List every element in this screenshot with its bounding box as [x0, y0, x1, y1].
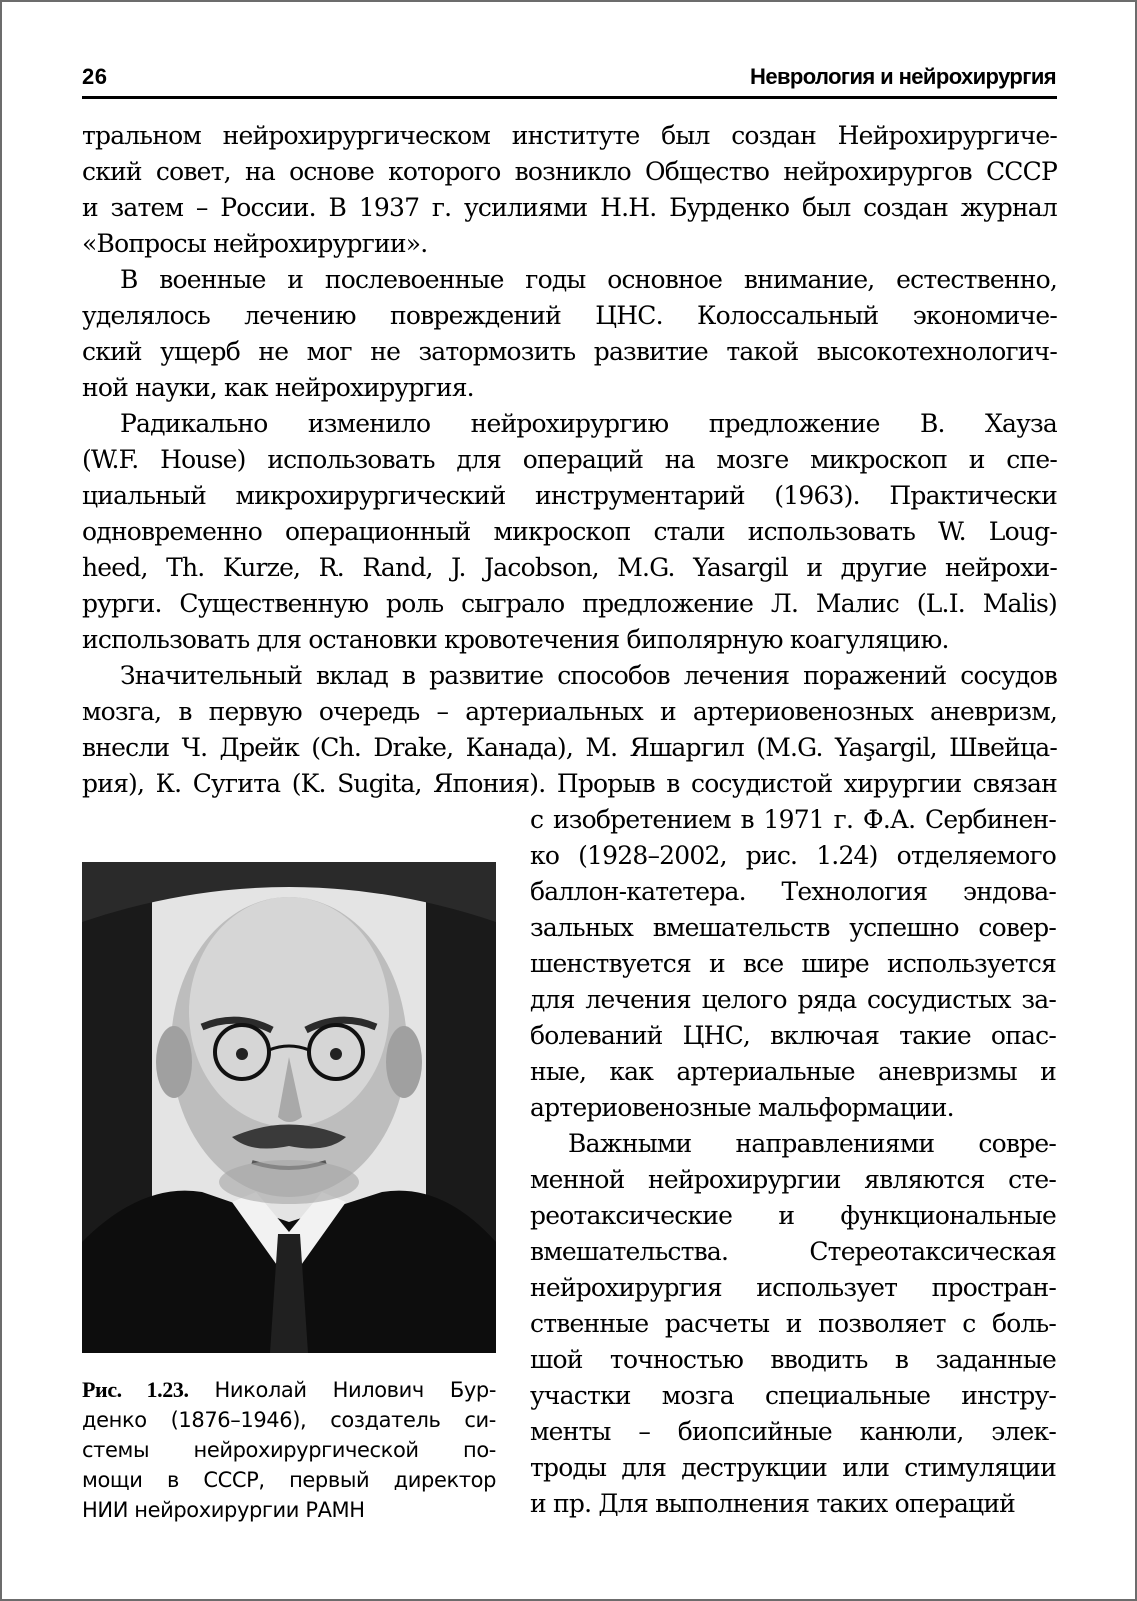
text-line: участки мозга специальные инстру-: [530, 1381, 1056, 1410]
text-line: реотаксические и функциональные: [530, 1201, 1056, 1230]
text-line: вмешательства. Стереотаксическая: [530, 1237, 1056, 1266]
text-line: зальных вмешательств успешно совер-: [530, 913, 1056, 942]
text-line: Важными направлениями совре-: [568, 1129, 1056, 1158]
text-line: «Вопросы нейрохирургии».: [82, 229, 428, 258]
text-line: нейрохирургия использует простран-: [530, 1273, 1056, 1302]
text-line: (W.F. House) использовать для операций на мозге микроскоп и спе-: [82, 445, 1057, 474]
text-line: одновременно операционный микроскоп стали использовать W. Loug-: [82, 517, 1057, 546]
page-number: 26: [82, 64, 108, 89]
text-line: уделялось лечению повреждений ЦНС. Колоссальный экономиче-: [82, 301, 1057, 330]
caption-line: [82, 1375, 496, 1405]
text-line: для лечения целого ряда сосудистых за-: [530, 985, 1056, 1014]
header-rule: [82, 96, 1057, 99]
text-line: использовать для остановки кровотечения биполярную коагуляцию.: [82, 625, 949, 654]
text-line: шенствуется и все шире используется: [530, 949, 1056, 978]
text-line: шой точностью вводить в заданные: [530, 1345, 1056, 1374]
text-line: В военные и послевоенные годы основное внимание, естественно,: [120, 265, 1057, 294]
text-line: болеваний ЦНС, включая такие опас-: [530, 1021, 1056, 1050]
portrait-photo: [82, 862, 496, 1353]
text-line: тральном нейрохирургическом институте был создан Нейрохирургиче-: [82, 121, 1057, 150]
text-line: менты – биопсийные канюли, элек-: [530, 1417, 1056, 1446]
caption-line: НИИ нейрохирургии РАМН: [82, 1498, 365, 1522]
text-line: троды для деструкции или стимуляции: [530, 1453, 1056, 1482]
figure-caption: [82, 1375, 496, 1525]
caption-line: денко (1876–1946), создатель си-: [82, 1408, 496, 1432]
text-line: рурги. Существенную роль сыграло предложение Л. Малис (L.I. Malis): [82, 589, 1057, 618]
text-line: внесли Ч. Дрейк (Ch. Drake, Канада), М. Яшаргил (M.G. Yaşargil, Швейца-: [82, 733, 1057, 762]
text-line: и пр. Для выполнения таких операций: [530, 1489, 1016, 1518]
text-line: артериовенозные мальформации.: [530, 1093, 954, 1122]
caption-text: Николай Нилович Бур-: [214, 1378, 496, 1402]
caption-line: стемы нейрохирургической по-: [82, 1438, 496, 1462]
text-line: ко (1928–2002, рис. 1.24) отделяемого: [530, 841, 1056, 870]
text-line: баллон-катетера. Технология эндова-: [530, 877, 1056, 906]
text-line: ные, как артериальные аневризмы и: [530, 1057, 1056, 1086]
text-line: ский ущерб не мог не затормозить развитие такой высокотехнологич-: [82, 337, 1057, 366]
text-line: рия), К. Сугита (K. Sugita, Япония). Прорыв в сосудистой хирургии связан: [82, 769, 1057, 798]
figure-label: Рис. 1.23.: [82, 1377, 189, 1402]
text-line: ственные расчеты и позволяет с боль-: [530, 1309, 1056, 1338]
running-title: Неврология и нейрохирургия: [750, 64, 1056, 89]
text-line: менной нейрохирургии являются сте-: [530, 1165, 1056, 1194]
text-line: мозга, в первую очередь – артериальных и артериовенозных аневризм,: [82, 697, 1057, 726]
text-line: ной науки, как нейрохирургия.: [82, 373, 474, 402]
body-text-column: [530, 802, 1056, 1522]
text-line: Радикально изменило нейрохирургию предложение В. Хауза: [120, 409, 1057, 438]
text-line: циальный микрохирургический инструментарий (1963). Практически: [82, 481, 1057, 510]
caption-line: мощи в СССР, первый директор: [82, 1468, 496, 1492]
text-line: ский совет, на основе которого возникло Общество нейрохирургов СССР: [82, 157, 1057, 186]
text-line: Значительный вклад в развитие способов лечения поражений сосудов: [120, 661, 1057, 690]
text-line: с изобретением в 1971 г. Ф.А. Сербинен-: [530, 805, 1056, 834]
text-line: heed, Th. Kurze, R. Rand, J. Jacobson, M.G. Yasargil и другие нейрохи-: [82, 553, 1057, 582]
body-text-top: [82, 118, 1057, 802]
text-line: и затем – России. В 1937 г. усилиями Н.Н. Бурденко был создан журнал: [82, 193, 1057, 222]
